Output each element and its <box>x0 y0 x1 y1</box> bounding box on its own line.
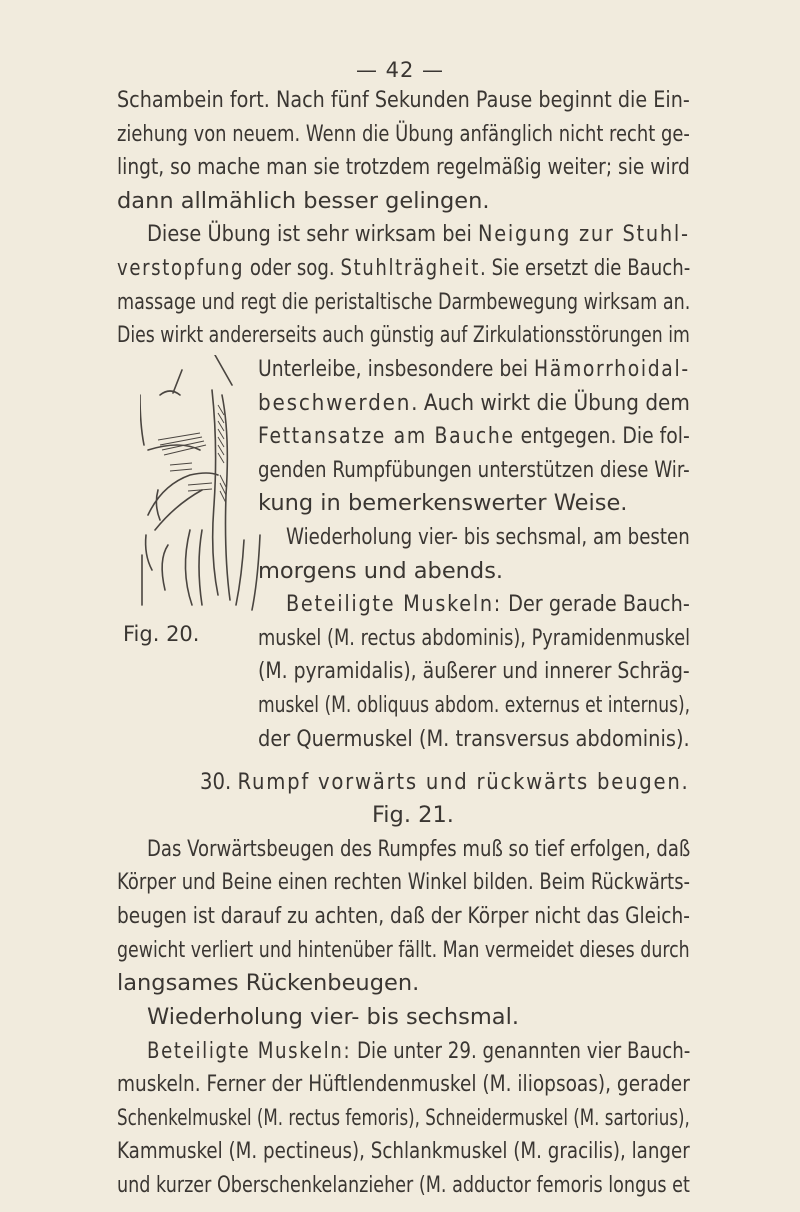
text-span: Der gerade Bauch- <box>502 591 690 618</box>
spaced-term: Hämorrhoidal- <box>533 355 690 382</box>
text-line: der Quermuskel (M. transversus abdominis). <box>258 725 690 752</box>
text-line: Wiederholung vier- bis sechsmal, am besten <box>286 523 690 550</box>
text-span: oder sog. <box>244 255 341 282</box>
paragraph-6: Wiederholung vier- bis sechsmal. <box>147 1003 519 1030</box>
section-title <box>200 767 690 797</box>
text-line: muskel (M. rectus abdominis), Pyramidenmuskel <box>258 624 691 651</box>
anatomy-illustration <box>140 355 270 615</box>
spaced-term: Beteiligte Muskeln: <box>147 1037 352 1064</box>
text-span: Die unter 29. genannten vier Bauch- <box>351 1037 691 1064</box>
text-line: morgens und abends. <box>258 557 504 584</box>
spaced-term: Rumpf vorwärts und rückwärts beugen. <box>237 768 690 795</box>
text-line: langsames Rückenbeugen. <box>117 970 420 997</box>
text-line: genden Rumpfübungen unterstützen diese Wir- <box>258 456 690 483</box>
text-line: muskeln. Ferner der Hüftlendenmuskel (M. iliopsoas), gerader <box>117 1071 690 1098</box>
text-span: entgegen. Die fol- <box>514 423 690 450</box>
text-line: Schambein fort. Nach fünf Sekunden Pause beginnt die Ein- <box>117 87 690 113</box>
text-line <box>258 354 690 384</box>
spaced-term: Neigung zur Stuhl- <box>478 221 690 248</box>
section-number: 30. <box>200 768 238 795</box>
spaced-term: Fettansatze am Bauche <box>258 423 515 450</box>
text-line <box>286 589 690 619</box>
text-line: kung in bemerkenswerter Weise. <box>258 490 628 517</box>
abdominal-muscles-drawing <box>140 355 270 615</box>
text-line: lingt, so mache man sie trotzdem regelmäßig weiter; sie wird <box>117 154 690 181</box>
text-line: dann allmählich besser gelingen. <box>117 187 490 214</box>
text-line: Das Vorwärtsbeugen des Rumpfes muß so tief erfolgen, daß <box>147 835 691 862</box>
text-line: muskel (M. obliquus abdom. externus et internus), <box>258 692 691 719</box>
text-line: und kurzer Oberschenkelanzieher (M. adductor femoris longus et <box>117 1172 690 1198</box>
text-line: massage und regt die peristaltische Darmbewegung wirksam an. <box>117 288 691 315</box>
text-line: Kammuskel (M. pectineus), Schlankmuskel (M. gracilis), langer <box>117 1138 690 1165</box>
figure-caption: Fig. 20. <box>123 622 200 646</box>
spaced-term: verstopfung <box>117 255 245 282</box>
text-line: beugen ist darauf zu achten, daß der Körper nicht das Gleich- <box>117 903 690 930</box>
text-line <box>258 421 690 451</box>
text-line: Schenkelmuskel (M. rectus femoris), Schneidermuskel (M. sartorius), <box>117 1104 690 1131</box>
page-number: — 42 — <box>355 58 445 82</box>
text-line: Körper und Beine einen rechten Winkel bilden. Beim Rückwärts- <box>117 869 691 896</box>
text-span: Unterleibe, insbesondere bei <box>258 355 529 382</box>
spaced-term: Stuhlträgheit <box>340 255 481 282</box>
text-line: gewicht verliert und hintenüber fällt. Man vermeidet dieses durch <box>117 936 690 963</box>
text-line <box>147 219 690 249</box>
text-line: (M. pyramidalis), äußerer und innerer Schräg- <box>258 658 690 685</box>
text-line: ziehung von neuem. Wenn die Übung anfänglich nicht recht ge- <box>117 120 690 147</box>
spaced-term: Beteiligte Muskeln: <box>286 591 503 618</box>
figure-reference: Fig. 21. <box>372 802 454 829</box>
text-line: Dies wirkt andererseits auch günstig auf Zirkulationsstörungen im <box>117 322 690 349</box>
spaced-term: beschwerden <box>258 389 412 416</box>
text-span: . Sie ersetzt die Bauch- <box>480 255 691 282</box>
text-line <box>147 1036 690 1066</box>
text-span: . Auch wirkt die Übung dem <box>411 389 690 416</box>
text-line <box>117 253 690 283</box>
text-span: Diese Übung ist sehr wirksam bei <box>147 221 479 248</box>
text-line <box>258 388 690 418</box>
